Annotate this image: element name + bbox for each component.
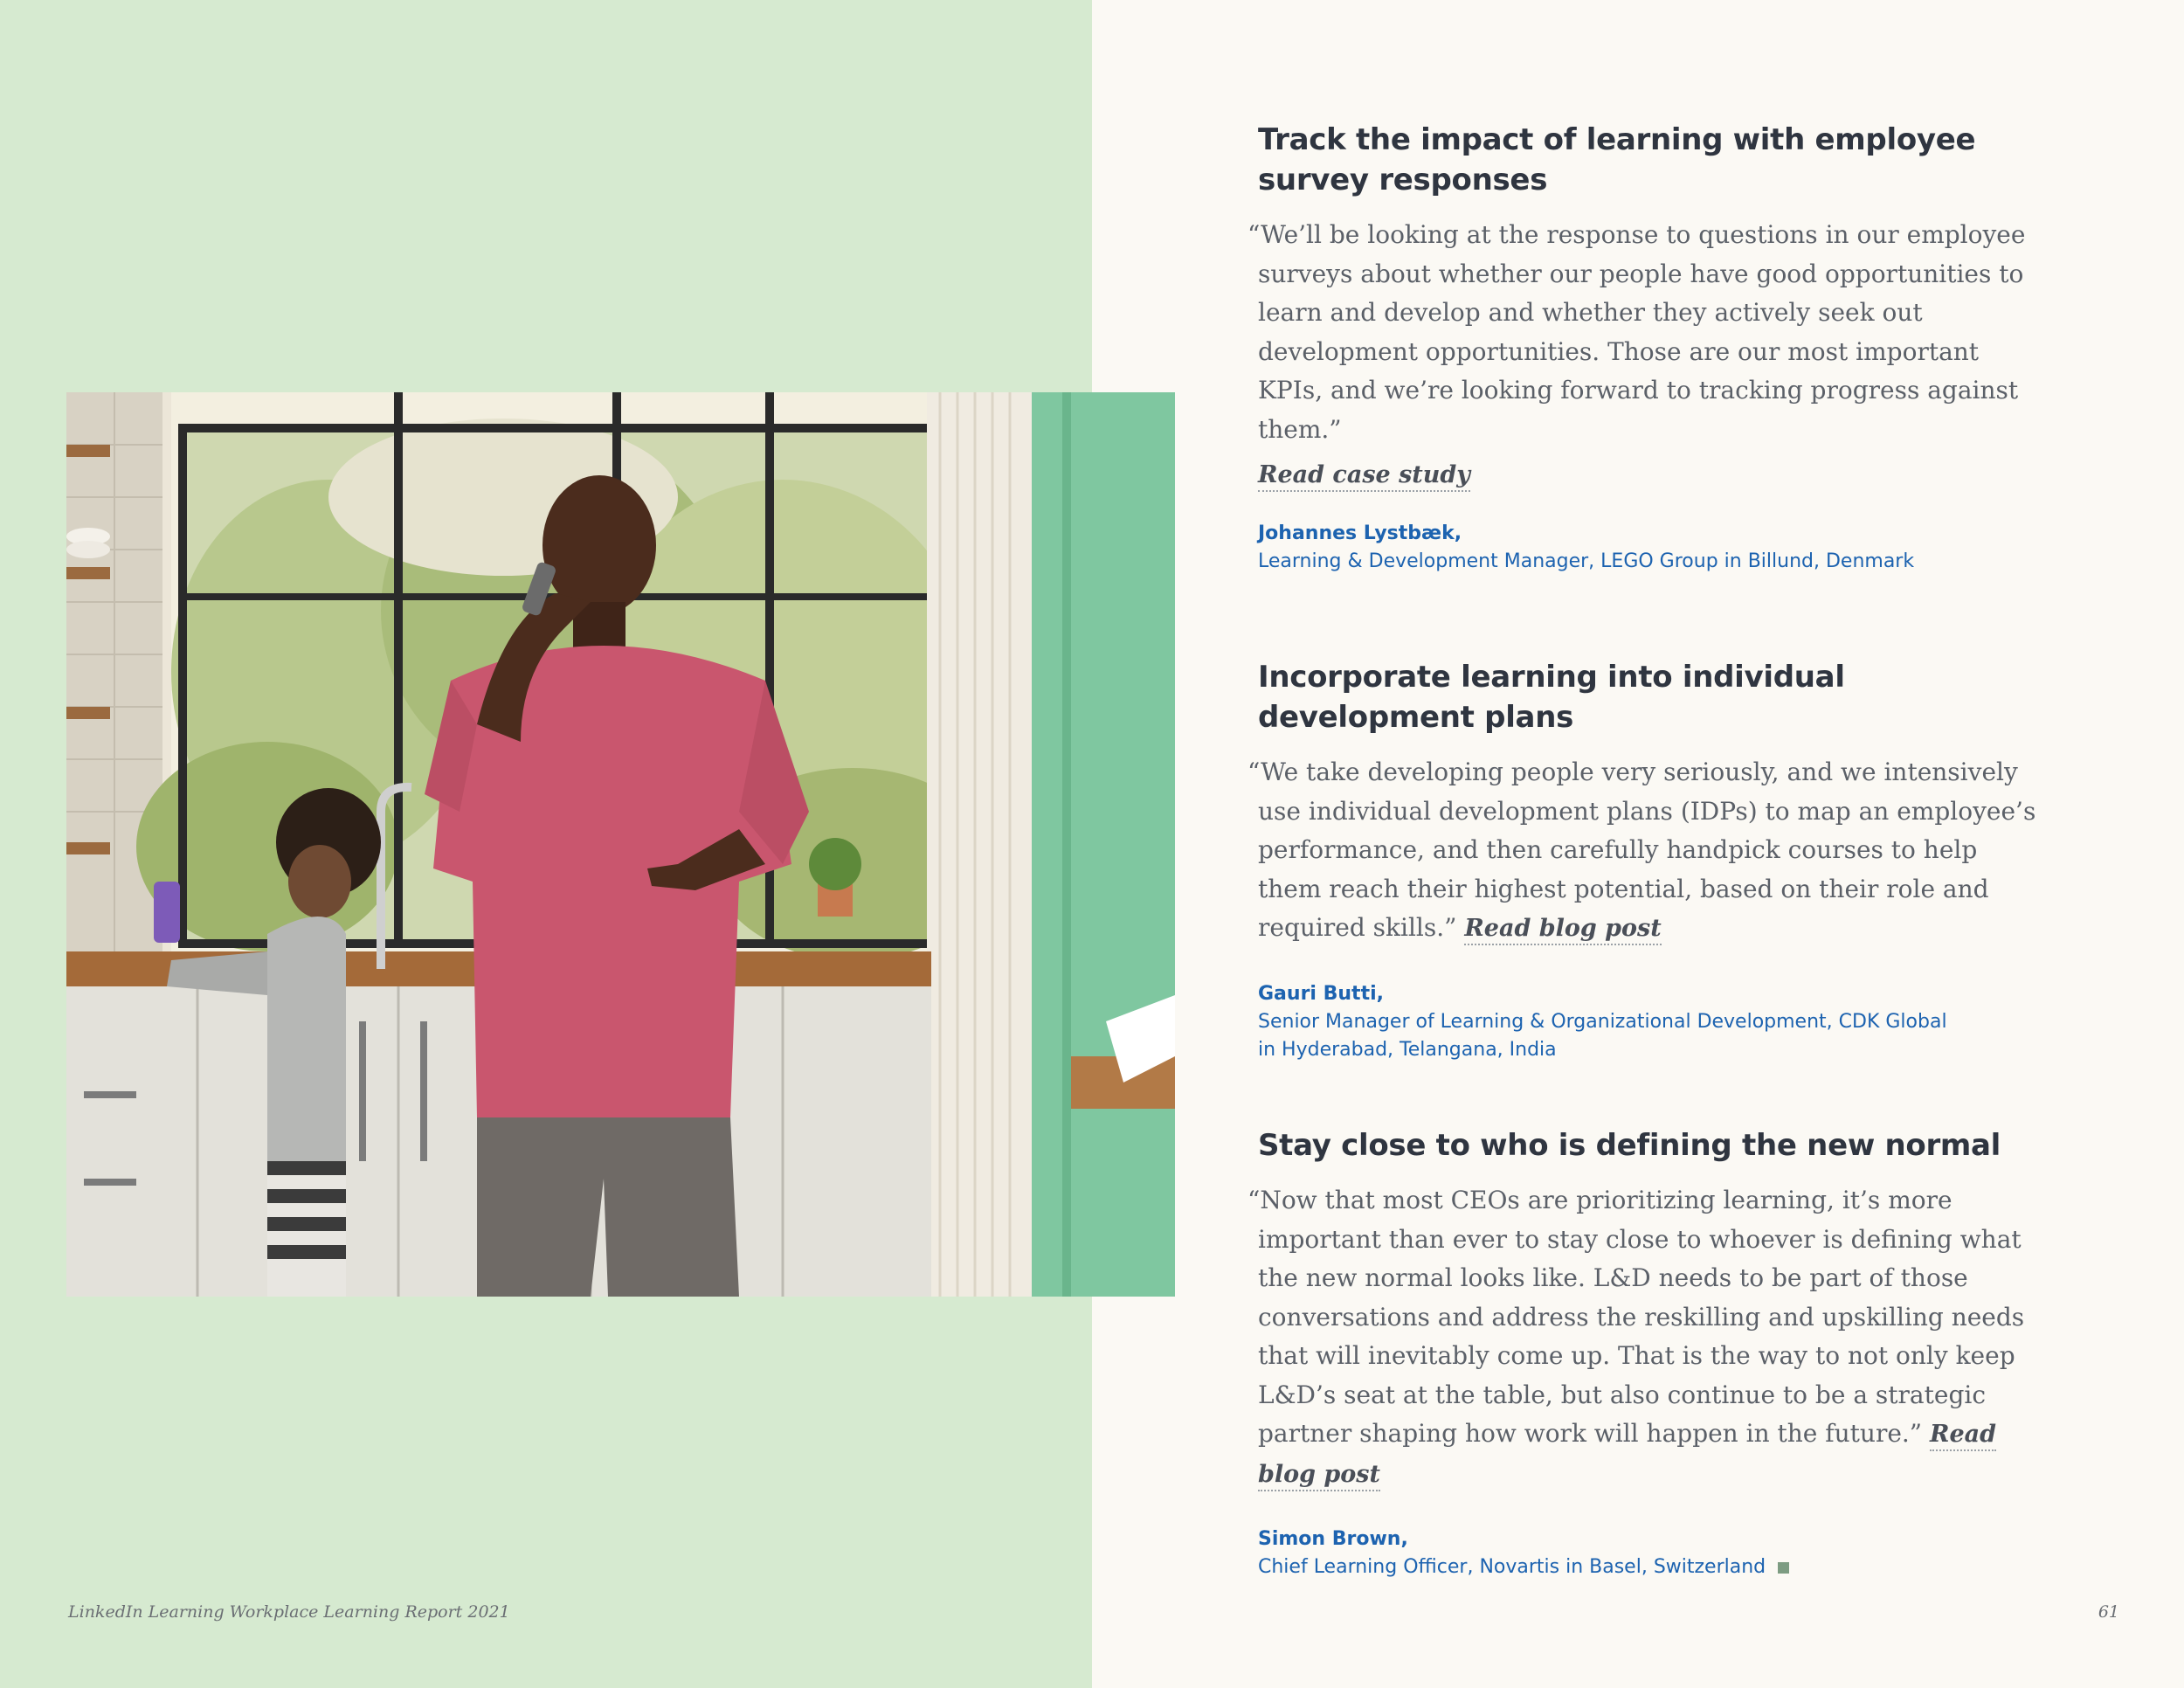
author-title: Learning & Development Manager, LEGO Group in Billund, Denmark: [1258, 550, 1915, 572]
section-new-normal: [1248, 1125, 2044, 1581]
author-name: Simon Brown,: [1258, 1528, 1408, 1550]
author-name: Johannes Lystbæk,: [1258, 522, 1462, 544]
end-mark-icon: [1778, 1562, 1789, 1574]
read-case-study-link[interactable]: Read case study: [1258, 461, 1470, 492]
author-title-line-2: in Hyderabad, Telangana, India: [1258, 1038, 1557, 1061]
author-title-line-1: Senior Manager of Learning & Organizational Development, CDK Global: [1258, 1010, 1947, 1033]
read-blog-post-link[interactable]: Read blog post: [1464, 915, 1661, 945]
quote-text: [1248, 753, 2044, 949]
heading-line-1: Track the impact of learning with employee: [1258, 122, 1976, 157]
author-block: [1258, 520, 2044, 576]
kitchen-photo: [66, 392, 1175, 1297]
quote-text: “We’ll be looking at the response to questions in our employee surveys about whether our people have good opportunities to learn and develop and whether they actively seek out development opportunities. Those are our most important KPIs, and we’re looking forward to tracking progress against them.”: [1248, 220, 2026, 444]
author-title-text: Chief Learning Officer, Novartis in Basel, Switzerland: [1258, 1556, 1766, 1578]
author-name: Gauri Butti,: [1258, 982, 1384, 1005]
section-heading: [1258, 120, 2044, 200]
quote-text: [1248, 1181, 2044, 1494]
section-heading: Incorporate learning into individual development plans: [1258, 660, 1845, 735]
footer-report-title: LinkedIn Learning Workplace Learning Report 2021: [68, 1602, 510, 1622]
quote-body: “Now that most CEOs are prioritizing learning, it’s more important than ever to stay close to whoever is defining what the new normal looks like. L&D needs to be part of those conversations and address the reskilling and upskilling needs that will inevitably come up. That is the way to not only keep L&D’s seat at the table, but also continue to be a strategic partner shaping how work will happen in the future.”: [1248, 1186, 2025, 1448]
section-idp: [1248, 657, 2044, 1064]
read-blog-post-link[interactable]: Read blog post: [1258, 1421, 1996, 1491]
author-block: [1258, 1525, 2044, 1581]
quote-body: “We take developing people very seriously, and we intensively use individual development plans (IDPs) to map an employee’s performance, and then carefully handpick courses to help them reach their highest potential, based on their role and required skills.”: [1248, 758, 2036, 942]
page-number: 61: [2098, 1602, 2119, 1622]
section-heading: Stay close to who is defining the new normal: [1258, 1128, 2001, 1163]
section-track-impact: [1248, 120, 2044, 576]
heading-line-2: survey responses: [1258, 163, 1548, 197]
author-block: [1258, 980, 2044, 1064]
author-title: [1258, 1553, 2044, 1581]
